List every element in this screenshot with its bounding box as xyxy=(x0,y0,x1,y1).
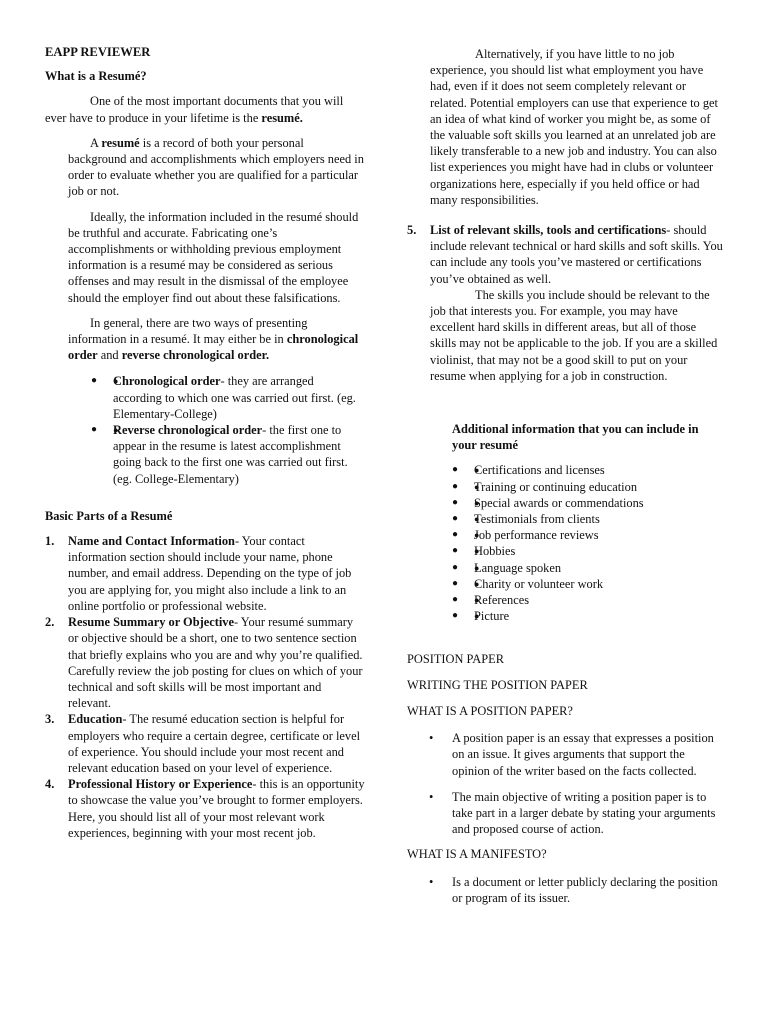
basic-parts-heading: Basic Parts of a Resumé xyxy=(45,508,173,523)
intro-p4-pre: In general, there are two ways of presenting information in a resumé. It may either be in xyxy=(68,315,308,347)
list-item xyxy=(452,576,725,592)
order-bullet-list xyxy=(68,373,365,486)
left-column xyxy=(45,44,365,841)
intro-p1-text: One of the most important documents that you will ever have to produce in your lifetime is the xyxy=(45,94,344,125)
intro-p2-post: is a record of both your personal background and accomplishments which employers need in order to evaluate whether you are qualified for a particular job or not. xyxy=(68,135,364,199)
part5-paragraph-2: The skills you include should be relevant to the job that interests you. For example, you may have excellent hard skills in different areas, but all of those skills may not be applicable to the job. If you are a skilled violinist, that may not be a good skill to put on your resume when applying for a job in construction. xyxy=(430,287,718,383)
manifesto-list xyxy=(407,874,725,906)
list-item xyxy=(452,527,725,543)
list-item-text: Hobbies xyxy=(474,544,516,559)
intro-p4-mid: and xyxy=(97,348,122,363)
list-item xyxy=(45,711,365,776)
order-text: - they are arranged according to which one was carried out first. (eg. Elementary-College) xyxy=(113,374,356,421)
bullet-icon: ● ● xyxy=(452,594,459,606)
list-item-text: Training or continuing education xyxy=(474,479,638,494)
part-term: List of relevant skills, tools and certifications xyxy=(430,223,667,238)
intro-p4-bold1: chronological order xyxy=(68,332,359,363)
bullet-icon: ● ● xyxy=(452,480,459,492)
part-text: - this is an opportunity to showcase the value you’ve brought to former employers. Here, you should list all of your most relevant work experiences, beginning with your most recent job. xyxy=(68,777,365,840)
part-term: Name and Contact Information xyxy=(68,534,235,549)
list-number: 1. xyxy=(45,534,55,549)
additional-heading: Additional information that you can include in your resumé xyxy=(452,422,699,453)
list-number: 5. xyxy=(407,223,417,238)
intro-heading: What is a Resumé? xyxy=(45,69,147,84)
bullet-icon: ● ● xyxy=(452,496,459,508)
list-item xyxy=(452,511,725,527)
list-item-text: Charity or volunteer work xyxy=(474,576,604,591)
part-text: - The resumé education section is helpful for employers who require a certain degree, certificate or level of experience. You should include your most recent and relevant education based on your level of experience. xyxy=(68,712,361,775)
document-title: EAPP REVIEWER xyxy=(45,45,151,59)
what-is-position-paper-heading: WHAT IS A POSITION PAPER? xyxy=(407,703,573,718)
intro-block xyxy=(45,135,365,487)
list-number: 3. xyxy=(45,712,55,727)
part-term: Resume Summary or Objective xyxy=(68,615,234,630)
order-term: Chronological order xyxy=(113,374,221,389)
position-paper-list xyxy=(407,730,725,837)
part4-continuation: Alternatively, if you have little to no job experience, you should list what employment you have had, even if it does not seem completely relevant or related. Potential employers can use that experience to get an idea of what kind of worker you might be, as some of the valuable soft skills you learned at an unrelated job are likely transferable to a new job and industry. You can also list experiences you might have had in clubs or volunteer organizations here, especially if you held office or had many responsibilities. xyxy=(430,47,718,207)
list-item xyxy=(452,543,725,559)
list-item xyxy=(452,592,725,608)
bullet-icon: ● ● xyxy=(452,561,459,573)
bullet-icon: ● ● xyxy=(452,545,459,557)
list-item xyxy=(452,608,725,624)
list-item xyxy=(407,222,725,384)
list-item xyxy=(45,533,365,614)
list-item xyxy=(91,422,365,487)
list-item xyxy=(452,495,725,511)
list-item-text: Certifications and licenses xyxy=(474,463,605,478)
list-item: • A position paper is an essay that expresses a position on an issue. It gives arguments that support the opinion of the writer based on the facts collected. xyxy=(407,730,725,779)
part-term: Professional History or Experience xyxy=(68,777,253,792)
list-item xyxy=(452,479,725,495)
right-column xyxy=(407,46,725,906)
what-is-manifesto-heading: WHAT IS A MANIFESTO? xyxy=(407,847,547,862)
basic-parts-list-cont xyxy=(407,222,725,384)
list-item: • Is a document or letter publicly declaring the position or program of its issuer. xyxy=(407,874,725,906)
list-item-text: Job performance reviews xyxy=(474,528,599,543)
writing-position-paper-heading: WRITING THE POSITION PAPER xyxy=(407,677,588,692)
part-text: - should include relevant technical or hard skills and soft skills. You can include any tools you’ve mastered or certifications you’ve obtained as well. xyxy=(430,223,723,286)
list-item xyxy=(45,776,365,841)
part-text: - Your resumé summary or objective should be a short, one to two sentence section that briefly explains who you are and why you’re qualified. Carefully review the job posting for clues on which of your technical and soft skills will be most important and relevant. xyxy=(68,615,363,711)
list-item-text: Special awards or commendations xyxy=(474,495,644,510)
bullet-icon: ● ● xyxy=(452,464,459,476)
bullet-icon: ● ● xyxy=(452,610,459,622)
list-item-text: Picture xyxy=(474,609,510,624)
list-item-text: Language spoken xyxy=(474,560,562,575)
bullet-icon: ● ● xyxy=(452,513,459,525)
list-number: 4. xyxy=(45,777,55,792)
list-item xyxy=(91,373,365,422)
intro-p2-pre: A xyxy=(90,135,102,150)
bullet-icon: ● ● xyxy=(452,577,459,589)
intro-paragraph-3: Ideally, the information included in the resumé should be truthful and accurate. Fabricating one’s accomplishments or withholding previous employment information is a resumé may be considered as serious offenses and may result in the dismissal of the employee should the employer find out about these falsifications. xyxy=(68,209,359,305)
bullet-icon: ● ● xyxy=(452,529,459,541)
bullet-icon: ● ● xyxy=(91,424,98,436)
order-term: Reverse chronological order xyxy=(113,423,263,438)
intro-p4-bold2: reverse chronological order. xyxy=(121,348,270,363)
list-item xyxy=(452,462,725,478)
basic-parts-list xyxy=(45,533,365,841)
bullet-icon: ● ● xyxy=(91,375,98,387)
intro-paragraph-4 xyxy=(68,315,365,364)
list-item-text: References xyxy=(474,593,530,608)
position-paper-heading: POSITION PAPER xyxy=(407,651,504,666)
intro-p2-bold: resumé xyxy=(101,135,140,150)
order-text: - the first one to appear in the resume is latest accomplishment going back to the first one was carried out first. (eg. College-Elementary) xyxy=(113,423,348,486)
part-text: - Your contact information section should include your name, phone number, and email address. Depending on the type of job you are applying for, you might also include a link to an online portfolio or professional website. xyxy=(68,534,352,613)
additional-list xyxy=(407,462,725,624)
intro-paragraph-1 xyxy=(45,93,365,125)
intro-paragraph-2 xyxy=(68,135,365,200)
list-number: 2. xyxy=(45,615,55,630)
list-item xyxy=(45,614,365,711)
intro-p1-bold: resumé. xyxy=(261,110,303,125)
list-item-text: Testimonials from clients xyxy=(474,512,600,527)
list-item xyxy=(452,560,725,576)
part-term: Education xyxy=(68,712,123,727)
list-item: • The main objective of writing a position paper is to take part in a larger debate by stating your arguments and proposed course of action. xyxy=(407,789,725,838)
